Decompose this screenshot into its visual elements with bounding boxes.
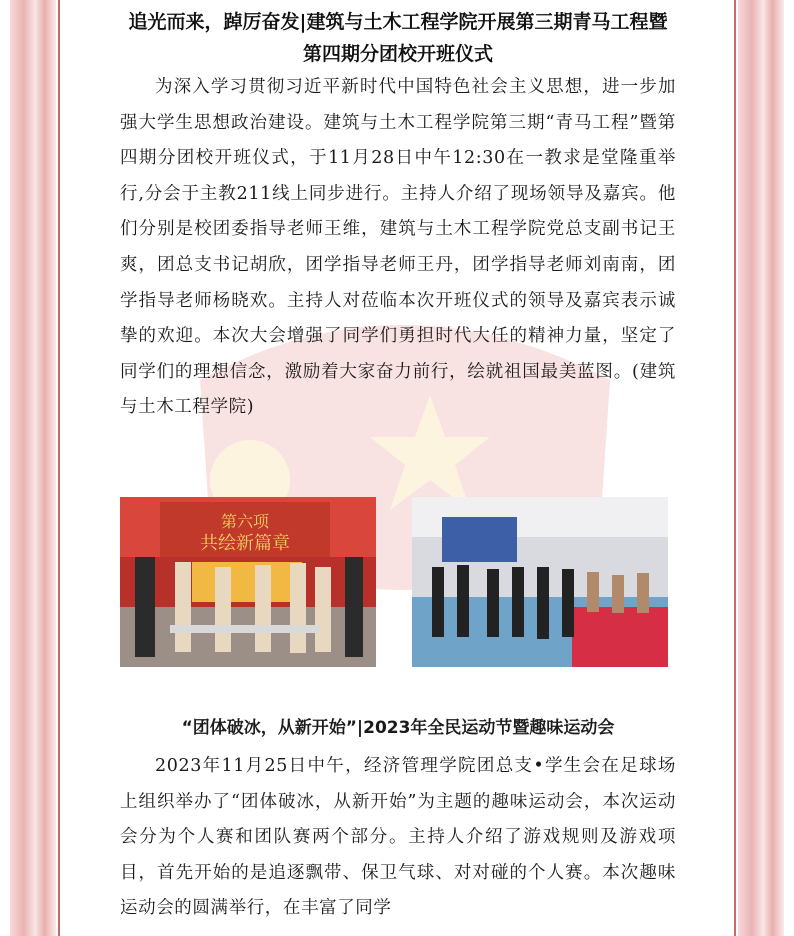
- stage-banner-line1: 第六项: [220, 512, 270, 531]
- article-1-body: 为深入学习贯彻习近平新时代中国特色社会主义思想，进一步加强大学生思想政治建设。建筑与土木工程学院第三期“青马工程”暨第四期分团校开班仪式，于11月28日中午12:30在一教求是堂隆重举行,分会于主教211线上同步进行。主持人介绍了现场领导及嘉宾。他们分别是校团委指导老师王维，建筑与土木工程学院党总支副书记王爽，团总支书记胡欣，团学指导老师王丹，团学指导老师刘南南，团学指导老师杨晓欢。主持人对莅临本次开班仪式的领导及嘉宾表示诚挚的欢迎。本次大会增强了同学们勇担时代大任的精神力量，坚定了同学们的理想信念，激励着大家奋力前行，绘就祖国最美蓝图。(建筑与土木工程学院): [120, 77, 676, 418]
- photo-stage-group: [120, 497, 376, 667]
- article-2-body: 2023年11月25日中午，经济管理学院团总支•学生会在足球场上组织举办了“团体破冰，从新开始”为主题的趣味运动会，本次运动会分为个人赛和团队赛两个部分。主持人介绍了游戏规则及游戏项目，首先开始的是追逐飘带、保卫气球、对对碰的个人赛。本次趣味运动会的圆满举行，在丰富了同学: [120, 756, 676, 919]
- stage-banner-line2: 共绘新篇章: [200, 533, 290, 554]
- photo-hall-audience: [412, 497, 668, 667]
- left-decorative-border: [10, 0, 56, 936]
- article-2-title: “团体破冰，从新开始”|2023年全民运动节暨趣味运动会: [181, 718, 615, 738]
- right-decorative-border: [738, 0, 784, 936]
- article-1-title: 追光而来，踔厉奋发|建筑与土木工程学院开展第三期青马工程暨第四期分团校开班仪式: [128, 11, 668, 65]
